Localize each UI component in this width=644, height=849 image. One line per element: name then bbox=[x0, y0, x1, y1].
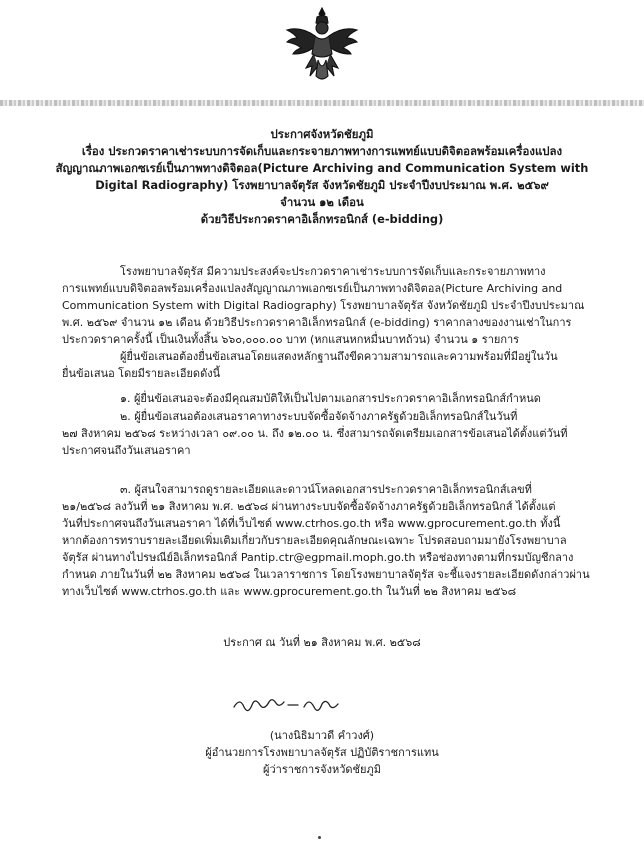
list-item: หากต้องการทราบรายละเอียดเพิ่มเติมเกี่ยวกับรายละเอียดคุณลักษณะเฉพาะ โปรดสอบถามมายังโรงพยาบาล bbox=[62, 534, 567, 547]
list-item: ทางเว็บไซต์ www.ctrhos.go.th และ www.gprocurement.go.th ในวันที่ ๒๒ สิงหาคม ๒๕๖๘ bbox=[62, 585, 517, 598]
list-item: ๒๑/๒๕๖๘ ลงวันที่ ๒๑ สิงหาคม พ.ศ. ๒๕๖๘ ผ่านทางระบบจัดซื้อจัดจ้างภาครัฐด้วยอิเล็กทรอนิกส์ ได้ตั้งแต่ bbox=[62, 500, 556, 513]
subject-line-2: สัญญาณภาพเอกซเรย์เป็นภาพทางดิจิตอล(Picture Archiving and Communication System with bbox=[55, 161, 589, 175]
list-item: ประกาศจนถึงวันเสนอราคา bbox=[62, 444, 191, 457]
handwritten-signature-icon bbox=[230, 693, 350, 715]
garuda-emblem-icon bbox=[284, 6, 360, 84]
subject-line-3: Digital Radiography) โรงพยาบาลจัตุรัส จังหวัดชัยภูมิ ประจำปีงบประมาณ พ.ศ. ๒๕๖๙ bbox=[95, 178, 549, 192]
list-item: ๒. ผู้ยื่นข้อเสนอต้องเสนอราคาทางระบบจัดซื้อจัดจ้างภาครัฐด้วยอิเล็กทรอนิกส์ในวันที่ bbox=[120, 410, 518, 423]
subject-line-1: เรื่อง ประกวดราคาเช่าระบบการจัดเก็บและกระจายภาพทางการแพทย์แบบดิจิตอลพร้อมเครื่องแปลง bbox=[81, 144, 563, 158]
body-text: โรงพยาบาลจัตุรัส มีความประสงค์จะประกวดราคาเช่าระบบการจัดเก็บและกระจายภาพทาง bbox=[120, 265, 546, 278]
signer-position: ผู้ว่าราชการจังหวัดชัยภูมิ bbox=[263, 763, 381, 776]
signer-name: (นางนิธิมาวดี คำวงศ์) bbox=[269, 729, 375, 742]
body-text: ประกวดราคาครั้งนี้ เป็นเงินทั้งสิ้น ๖๖๐,๐๐๐.๐๐ บาท (หกแสนหกหมื่นบาทถ้วน) จำนวน ๑ รายการ bbox=[62, 333, 520, 346]
announcement-date: ประกาศ ณ วันที่ ๒๑ สิงหาคม พ.ศ. ๒๕๖๘ bbox=[223, 636, 421, 649]
body-text: การแพทย์แบบดิจิตอลพร้อมเครื่องแปลงสัญญาณภาพเอกซเรย์เป็นภาพทางดิจิตอล(Picture Archiving and bbox=[62, 282, 563, 295]
announcement-title: ประกาศจังหวัดชัยภูมิ bbox=[270, 127, 374, 141]
page-mark bbox=[318, 836, 321, 839]
list-item: ๒๗ สิงหาคม ๒๕๖๘ ระหว่างเวลา ๐๙.๐๐ น. ถึง ๑๒.๐๐ น. ซึ่งสามารถจัดเตรียมเอกสารข้อเสนอได้ตั้งแต่วันที่ bbox=[62, 427, 568, 440]
list-item: ๑. ผู้ยื่นข้อเสนอจะต้องมีคุณสมบัติให้เป็นไปตามเอกสารประกวดราคาอิเล็กทรอนิกส์กำหนด bbox=[120, 392, 541, 405]
body-text: ยื่นข้อเสนอ โดยมีรายละเอียดดังนี้ bbox=[62, 367, 221, 380]
header-divider bbox=[0, 100, 644, 106]
body-text: ผู้ยื่นข้อเสนอต้องยื่นข้อเสนอโดยแสดงหลักฐานถึงขีดความสามารถและความพร้อมที่มีอยู่ในวัน bbox=[120, 350, 558, 363]
list-item: จัตุรัส ผ่านทางไปรษณีย์อิเล็กทรอนิกส์ Pantip.ctr@egpmail.moph.go.th หรือช่องทางตามที่กรมบัญชีกลาง bbox=[62, 551, 574, 564]
list-item: วันที่ประกาศจนถึงวันเสนอราคา ได้ที่เว็บไซต์ www.ctrhos.go.th หรือ www.gprocurement.go.th ทั้งนี้ bbox=[62, 517, 561, 530]
list-item: ๓. ผู้สนใจสามารถดูรายละเอียดและดาวน์โหลดเอกสารประกวดราคาอิเล็กทรอนิกส์เลขที่ bbox=[120, 483, 532, 496]
signer-position: ผู้อำนวยการโรงพยาบาลจัตุรัส ปฏิบัติราชการแทน bbox=[205, 746, 439, 759]
subject-line-4: จำนวน ๑๒ เดือน bbox=[280, 195, 364, 209]
subject-line-5: ด้วยวิธีประกวดราคาอิเล็กทรอนิกส์ (e-bidding) bbox=[200, 212, 444, 226]
body-text: พ.ศ. ๒๕๖๙ จำนวน ๑๒ เดือน ด้วยวิธีประกวดราคาอิเล็กทรอนิกส์ (e-bidding) ราคากลางของงานเช่าในการ bbox=[62, 316, 572, 329]
body-text: Communication System with Digital Radiography) โรงพยาบาลจัตุรัส จังหวัดชัยภูมิ ประจำปีงบประมาณ bbox=[62, 299, 585, 312]
list-item: กำหนด ภายในวันที่ ๒๒ สิงหาคม ๒๕๖๘ ในเวลาราชการ โดยโรงพยาบาลจัตุรัส จะชี้แจงรายละเอียดดังกล่าวผ่าน bbox=[62, 568, 590, 581]
